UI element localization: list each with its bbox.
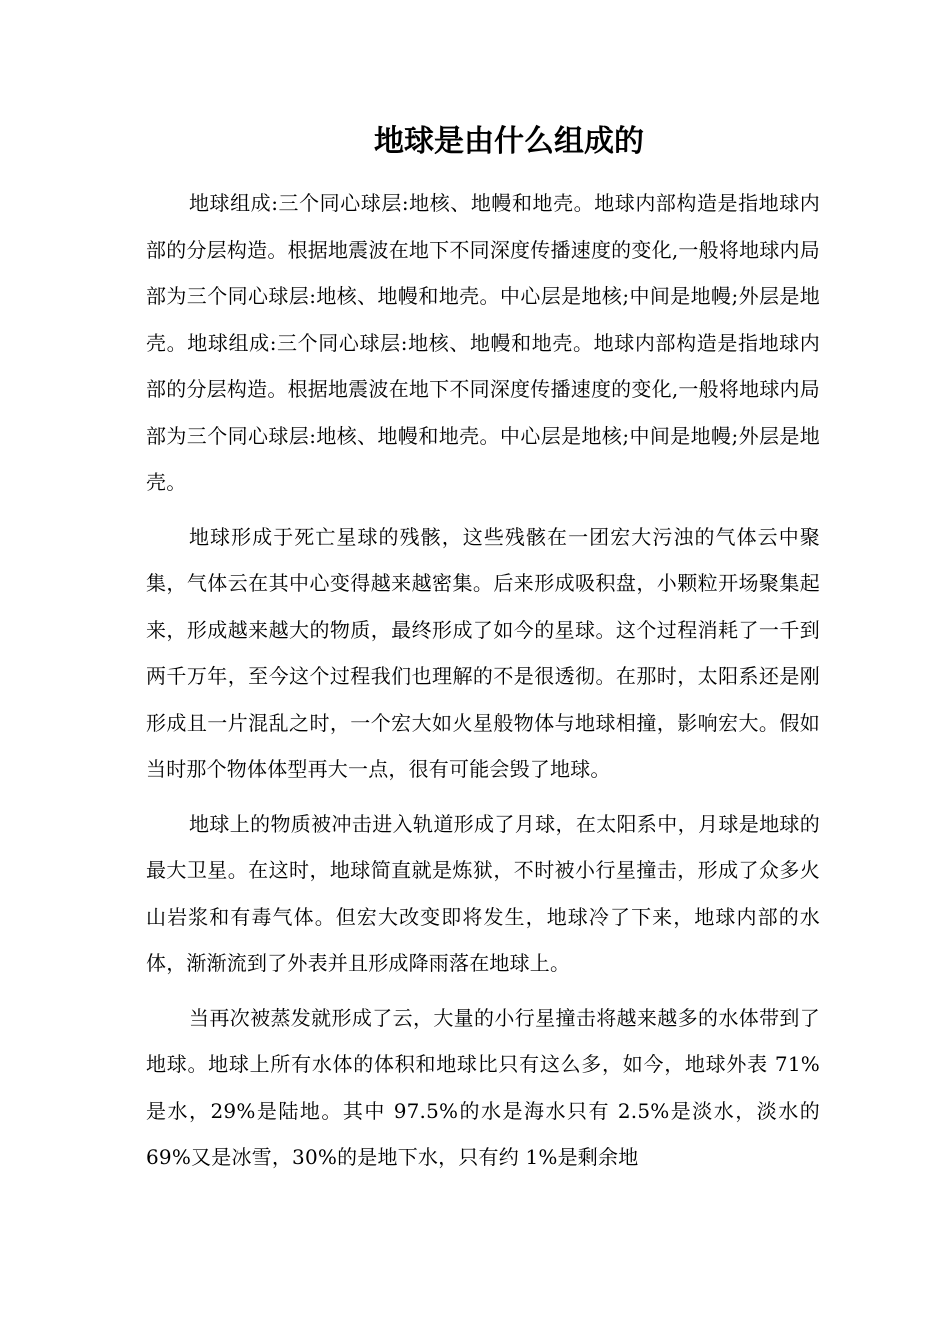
- document-body: [146, 180, 820, 1189]
- paragraph-moon-formation: 地球上的物质被冲击进入轨道形成了月球，在太阳系中，月球是地球的最大卫星。在这时，地球简直就是炼狱，不时被小行星撞击，形成了众多火山岩浆和有毒气体。但宏大改变即将发生，地球冷了下来，地球内部的水体，渐渐流到了外表并且形成降雨落在地球上。: [146, 811, 820, 975]
- document-title: 地球是由什么组成的: [374, 124, 644, 159]
- paragraph-water-distribution: 当再次被蒸发就形成了云，大量的小行星撞击将越来越多的水体带到了地球。地球上所有水体的体积和地球比只有这么多，如今，地球外表 71%是水，29%是陆地。其中 97.5%的水是海水只有 2.5%是淡水，淡水的 69%又是冰雪，30%的是地下水，只有约 1%是剩余地: [146, 1005, 820, 1169]
- paragraph-earth-formation: 地球形成于死亡星球的残骸，这些残骸在一团宏大污浊的气体云中聚集，气体云在其中心变得越来越密集。后来形成吸积盘，小颗粒开场聚集起来，形成越来越大的物质，最终形成了如今的星球。这个过程消耗了一千到两千万年，至今这个过程我们也理解的不是很透彻。在那时，太阳系还是刚形成且一片混乱之时，一个宏大如火星般物体与地球相撞，影响宏大。假如当时那个物体体型再大一点，很有可能会毁了地球。: [146, 524, 820, 781]
- paragraph-earth-layers: 地球组成:三个同心球层:地核、地幔和地壳。地球内部构造是指地球内部的分层构造。根据地震波在地下不同深度传播速度的变化,一般将地球内局部为三个同心球层:地核、地幔和地壳。中心层是地核;中间是地幔;外层是地壳。地球组成:三个同心球层:地核、地幔和地壳。地球内部构造是指地球内部的分层构造。根据地震波在地下不同深度传播速度的变化,一般将地球内局部为三个同心球层:地核、地幔和地壳。中心层是地核;中间是地幔;外层是地壳。: [146, 191, 820, 494]
